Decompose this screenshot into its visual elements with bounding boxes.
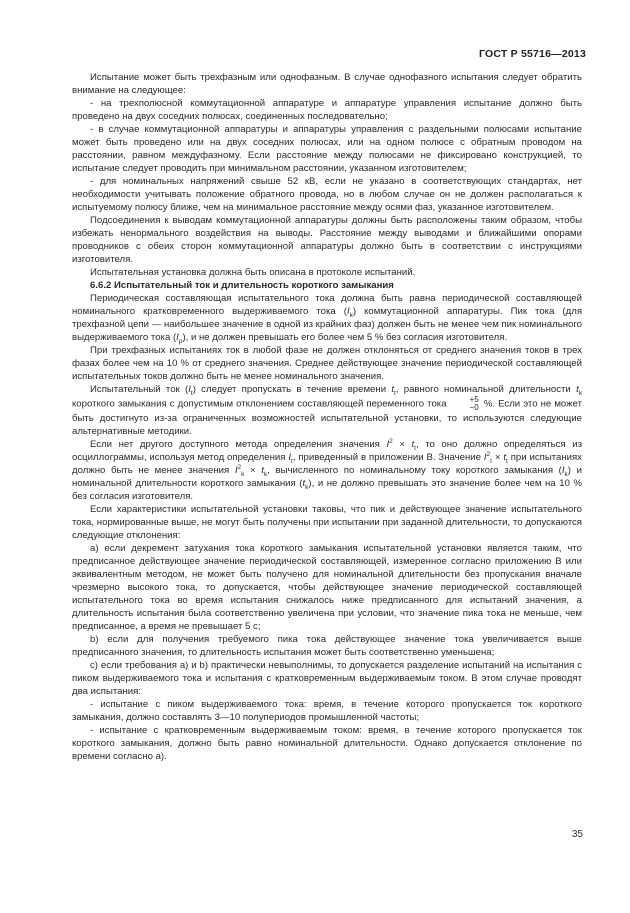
section-heading: 6.6.2 Испытательный ток и длительность короткого замыкания [90,280,394,291]
symbol: $t_t$ [391,384,396,397]
symbol: $I_k$ [346,306,353,319]
text-run: Испытательный ток ( [90,384,189,395]
formula: $I^2_k \times t_k$ [234,463,268,478]
text-run: ), и не должно превышать это значение более чем на 10 % без согласия изготовителя. [72,478,582,502]
list-item-short-test: - испытание с кратковременным выдерживаемым током: время, в течение которого пропускается ток короткого замыкания, должно быть равно номинальной длительности. Однако допускается отклонение по времени согласно а). [72,725,582,762]
list-item: - для номинальных напряжений свыше 52 кВ, если не указано в соответствующих стандартах, нет необходимости учитывать положение обратного провода, но в любом случае он не должен располагаться к испытуемому полюсу ближе, чем на минимальное расстояние между осями фаз, указанное изготовителем. [72,176,582,213]
text-run: Периодическая составляющая испытательного тока должна быть равна периодической составляющей номинального кратковременного выдерживаемого тока ( [72,293,582,317]
list-item-peak-test: - испытание с пиком выдерживаемого тока: время, в течение которого пропускается ток короткого замыкания, должно составлять 3—10 полупериодов промышленной частоты; [72,699,582,723]
formula: $I^2_t \times t_t$ [483,450,508,465]
paragraph: Испытание может быть трехфазным или однофазным. В случае однофазного испытания следует обратить внимание на следующее: [72,72,582,96]
list-item: - в случае коммутационной аппаратуры и аппаратуры управления с раздельными полюсами испытание может быть проведено или на двух соседних полюсах, или на одном полюсе с обратным проводом на расстоянии, равном междуфазному. Если расстояние между полюсами не фиксировано конструкцией, то испытание следует проводить при минимальном расстоянии, указанном изготовителем; [72,124,582,174]
paragraph-characteristics: Если характеристики испытательной установки таковы, что пик и действующее значение испытательного тока, нормированные выше, не могут быть получены при испытании при заданной длительности, то допускаются следующие отклонения: [72,504,582,541]
text-run: ) и номинальной длительности короткого замыкания ( [72,465,582,489]
text-run: ), и не должен превышать его более чем 5 % без согласия изготовителя. [182,332,508,343]
paragraph-periodic [72,292,582,344]
list-item: - на трехполюсной коммутационной аппаратуре и аппаратуре управления испытание должно быть проведено на двух соседних полюсах, соединенных последовательно; [72,98,582,122]
text-run: , то оно должно определяться из осциллограммы, используя метод определения [72,439,583,463]
list-item-a: а) если декремент затухания тока короткого замыкания испытательной установки является таким, что предписанное действующее значение периодической составляющей, измеренное согласно приложению B или эквивалентным методом, не может быть получено для номинальной длительности без пропускания вначале чрезмерно высокого тока, то допускается, чтобы действующее значение периодической составляющей испытательного тока во время испытания снижалось ниже предписанного для испытаний значения, а длительность испытания была соответственно увеличена при условии, что значение пика тока не меньше, чем предписанное, а время не превышает 5 с; [72,543,582,632]
page-number: 35 [571,829,583,840]
paragraph: Подсоединения к выводам коммутационной аппаратуры должны быть расположены таким образом, чтобы избежать ненормального воздействия на выводы. Расстояние между выводами и ближайшими опорами проводников с обеих сторон коммутационной аппаратуры должно быть в соответствии с инструкциями изготовителя. [72,215,582,265]
symbol: $I_k$ [561,465,568,478]
symbol: $I_t$ [188,384,193,397]
body-text [72,71,582,763]
standard-id: ГОСТ Р 55716—2013 [478,48,586,60]
symbol: $I_p$ [176,332,183,345]
symbol: $I_t$ [288,452,293,465]
text-run: , приведенный в приложении B. Значение [292,452,484,463]
paragraph-threephase: При трехфазных испытаниях ток в любой фазе не должен отклоняться от среднего значения токов в трех фазах более чем на 10 % от среднего значения. Среднее действующее значение периодической составляющей испытательных токов должно быть не менее номинального значения. [72,345,582,382]
text-run: ) коммутационной аппаратуры. Пик тока (для трехфазной цепи — наибольшее значение в одной из крайних фаз) должен быть не менее чем пик номинального выдерживаемого тока ( [72,306,583,343]
paragraph: Испытательная установка должна быть описана в протоколе испытаний. [90,267,416,278]
text-run: Если нет другого доступного метода определения значения [90,439,387,450]
symbol: $t_k$ [576,384,582,397]
text-run: , равного номинальной длительности [395,384,577,395]
list-item-b: b) если для получения требуемого пика тока действующее значение тока увеличивается выше предписанного значения, то длительность испытания может быть соответственно уменьшена; [72,634,582,658]
text-run: при испытаниях должно быть не менее значения [72,452,582,476]
text-run: короткого замыкания с допустимым отклонением составляющей переменного тока [72,398,450,410]
list-item-c: с) если требования а) и b) практически невыполнимы, то допускается разделение испытаний на испытания с пиком выдерживаемого тока и испытания с кратковременным выдерживаемым током. В этом случае проводят два испытания: [72,660,582,697]
paragraph-duration [72,383,582,438]
text-run: , вычисленного по номинальному току короткого замыкания ( [267,465,562,476]
symbol: $t_k$ [302,478,309,491]
tolerance: +5 −0 [469,395,479,412]
paragraph-method [72,438,582,503]
text-run: %. Если это не может быть достигнуто из-за ограниченных возможностей испытательной установки, то используются следующие альтернативные методики. [72,398,582,437]
formula: $I^2 \times t_t$ [386,437,416,452]
text-run: ) следует пропускать в течение времени [192,384,392,395]
